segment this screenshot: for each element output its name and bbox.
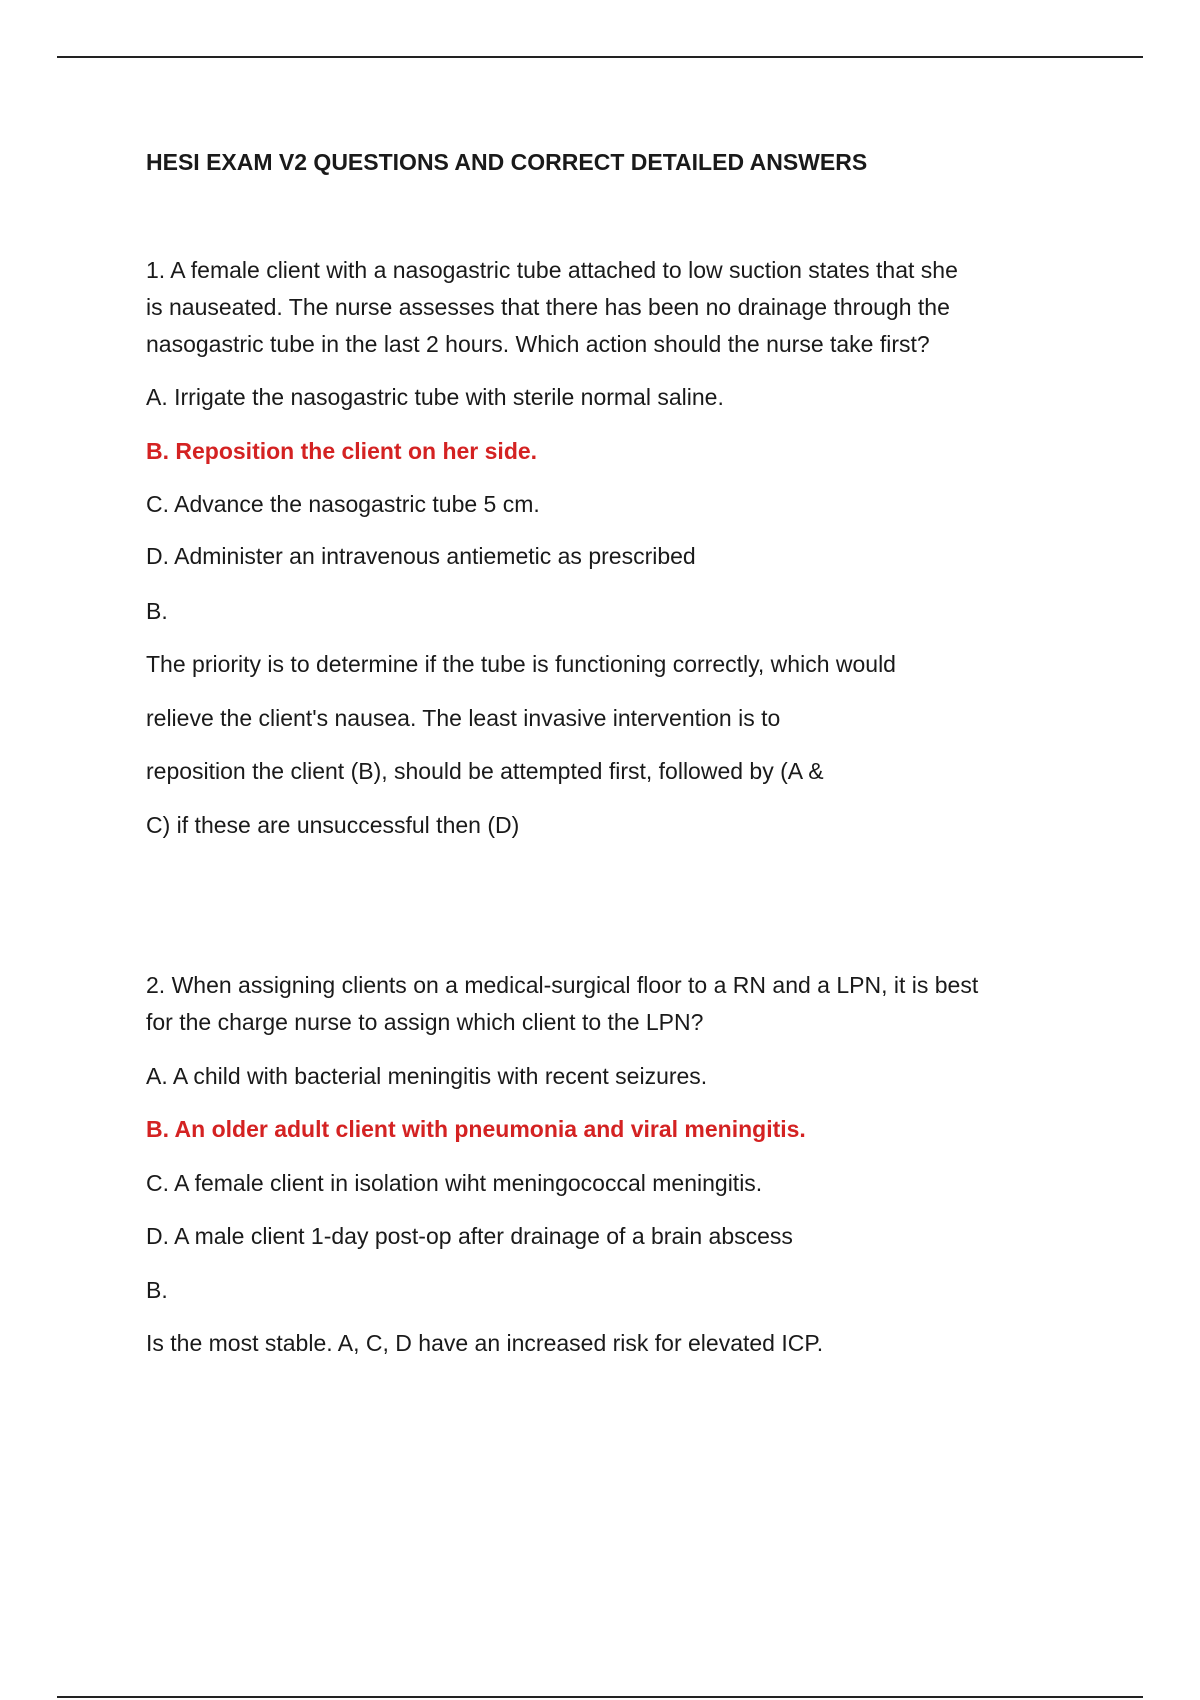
question-2-stem-line-2: for the charge nurse to assign which client to the LPN? [146, 1009, 704, 1035]
question-2-option-b-correct: B. An older adult client with pneumonia and viral meningitis. [146, 1116, 806, 1142]
question-1-option-a: A. Irrigate the nasogastric tube with sterile normal saline. [146, 384, 724, 410]
question-1-stem-line-2: is nauseated. The nurse assesses that there has been no drainage through the [146, 294, 950, 320]
question-2-option-c: C. A female client in isolation wiht meningococcal meningitis. [146, 1170, 763, 1196]
question-1-option-d: D. Administer an intravenous antiemetic as prescribed [146, 543, 696, 569]
question-1-rationale-line-3: reposition the client (B), should be attempted first, followed by (A & [146, 758, 824, 784]
question-2-option-a: A. A child with bacterial meningitis with recent seizures. [146, 1063, 708, 1089]
question-1-option-b-correct: B. Reposition the client on her side. [146, 438, 538, 464]
question-1-rationale-line-1: The priority is to determine if the tube is functioning correctly, which would [146, 651, 896, 677]
question-1-stem-line-3: nasogastric tube in the last 2 hours. Which action should the nurse take first? [146, 331, 930, 357]
question-1-rationale-line-2: relieve the client's nausea. The least invasive intervention is to [146, 705, 781, 731]
bottom-rule [57, 1696, 1143, 1698]
question-2-option-d: D. A male client 1-day post-op after drainage of a brain abscess [146, 1223, 793, 1249]
question-1-option-c: C. Advance the nasogastric tube 5 cm. [146, 491, 540, 517]
question-1-stem-line-1: 1. A female client with a nasogastric tube attached to low suction states that she [146, 257, 958, 283]
question-2-rationale-line-1: Is the most stable. A, C, D have an increased risk for elevated ICP. [146, 1330, 824, 1356]
top-rule [57, 56, 1143, 58]
question-2-stem-line-1: 2. When assigning clients on a medical-surgical floor to a RN and a LPN, it is best [146, 972, 979, 998]
question-1-rationale-line-4: C) if these are unsuccessful then (D) [146, 812, 520, 838]
question-1-answer: B. [146, 598, 168, 624]
question-2-answer: B. [146, 1277, 168, 1303]
document-title: HESI EXAM V2 QUESTIONS AND CORRECT DETAILED ANSWERS [146, 149, 868, 175]
